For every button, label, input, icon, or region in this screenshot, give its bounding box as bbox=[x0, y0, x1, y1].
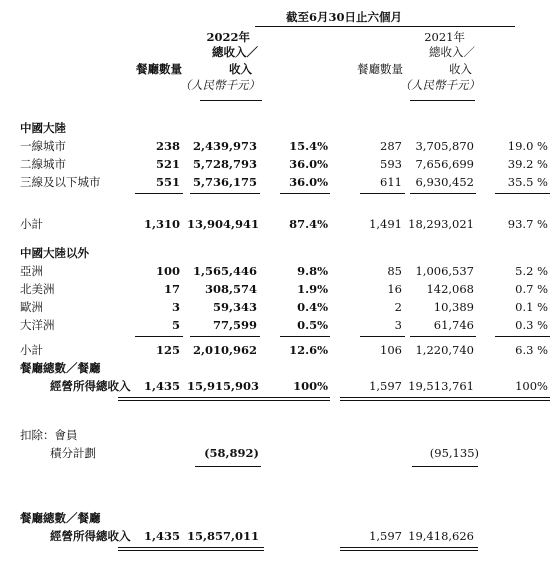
total-revenue-label-2021-l1: 總收入／ bbox=[429, 45, 475, 59]
total-revenue-label-2022-l1: 總收入／ bbox=[212, 45, 258, 59]
period-header: 截至6月30日止六個月 bbox=[286, 10, 403, 24]
double-rule bbox=[118, 547, 264, 551]
rule bbox=[360, 336, 405, 337]
rule bbox=[495, 336, 550, 337]
rule bbox=[495, 193, 550, 194]
rule bbox=[135, 336, 183, 337]
restaurant-count-header-2022: 餐廳數量 bbox=[136, 62, 182, 76]
rule bbox=[190, 336, 260, 337]
rule bbox=[135, 193, 183, 194]
restaurant-count-header-2021: 餐廳數量 bbox=[357, 62, 403, 76]
double-rule bbox=[340, 397, 550, 401]
rule bbox=[280, 336, 330, 337]
rule bbox=[190, 193, 260, 194]
double-rule bbox=[340, 547, 478, 551]
currency-2021: （人民幣千元） bbox=[399, 78, 480, 92]
rule bbox=[412, 466, 478, 467]
header-underline-2021 bbox=[410, 100, 475, 101]
rule bbox=[280, 193, 330, 194]
rule bbox=[410, 336, 476, 337]
header-rule bbox=[255, 26, 515, 27]
revenue-header-2022-l2: 收入 bbox=[229, 62, 252, 76]
revenue-header-2021-l2: 收入 bbox=[449, 62, 472, 76]
currency-2022: （人民幣千元） bbox=[179, 78, 260, 92]
header-underline-2022 bbox=[200, 100, 262, 101]
year-2021-label: 2021年 bbox=[424, 30, 465, 44]
section-overseas: 中國大陸以外 bbox=[20, 246, 89, 260]
rule bbox=[360, 193, 405, 194]
rule bbox=[410, 193, 476, 194]
double-rule bbox=[118, 397, 330, 401]
year-2022-label: 2022年 bbox=[206, 30, 250, 44]
section-mainland: 中國大陸 bbox=[20, 121, 66, 135]
rule bbox=[195, 466, 261, 467]
